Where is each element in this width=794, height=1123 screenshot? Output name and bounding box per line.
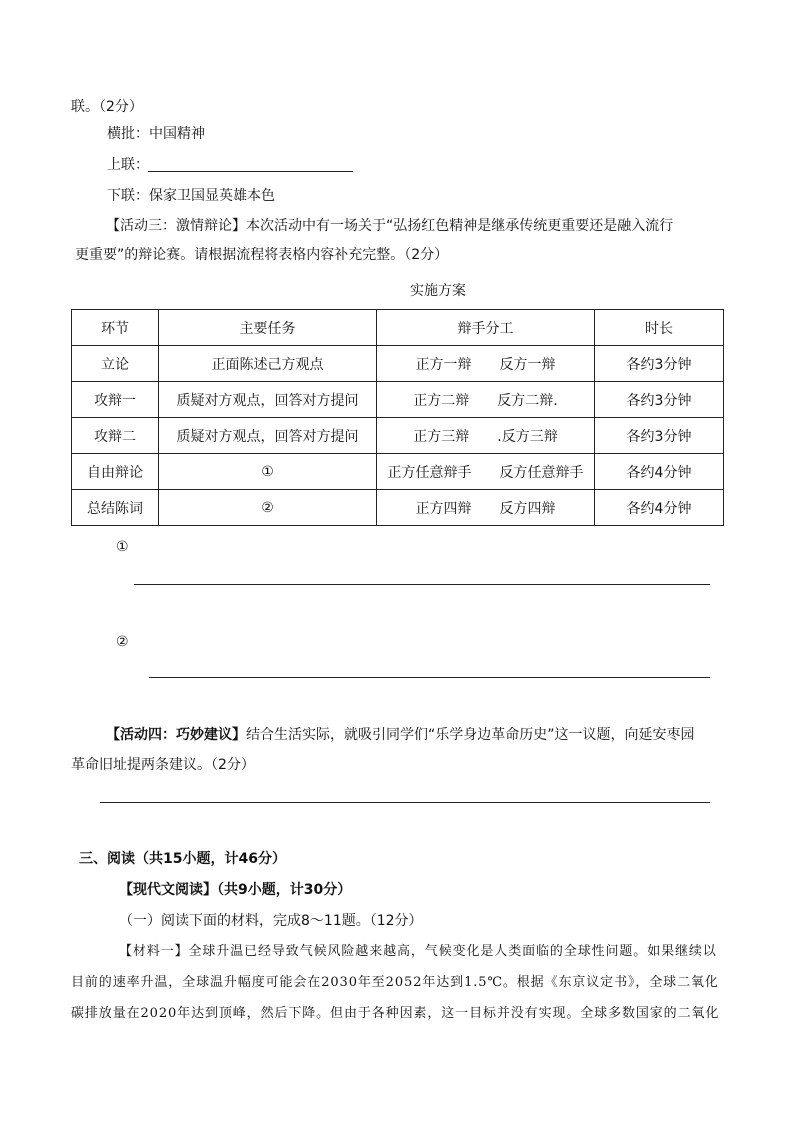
cell-con: 反方二辩. xyxy=(497,392,558,409)
modern-reading-heading: 【现代文阅读】（共9小题，计30分） xyxy=(119,882,352,898)
cell-task: ② xyxy=(159,490,377,526)
table-header-row xyxy=(72,310,724,346)
xialian-line: 下联：保家卫国显英雄本色 xyxy=(107,188,275,204)
shanglian-label: 上联： xyxy=(107,157,149,173)
hengpi-line: 横批：中国精神 xyxy=(107,126,205,142)
cell-stage: 立论 xyxy=(72,346,159,382)
cell-pro: 正方三辩 xyxy=(413,428,470,445)
cell-division xyxy=(377,454,595,490)
cell-con: .反方三辩 xyxy=(497,428,558,445)
activity3-line-1 xyxy=(106,216,673,236)
cell-time: 各约4分钟 xyxy=(595,490,724,526)
cell-stage: 攻辩一 xyxy=(72,382,159,418)
cell-con: 反方一辩 xyxy=(499,356,556,373)
cell-stage: 总结陈词 xyxy=(72,490,159,526)
plan-table xyxy=(71,309,724,526)
activity3-heading: 【活动三：激情辩论】 xyxy=(106,218,246,234)
cell-con: 反方任意辩手 xyxy=(499,464,584,481)
text-line-1: 联。（2分） xyxy=(71,99,143,115)
activity3-line-2: 更重要”的辩论赛。请根据流程将表格内容补充完整。（2分） xyxy=(75,247,449,263)
shanglian-answer-blank[interactable] xyxy=(148,171,353,172)
material-1-line-3: 碳排放量在2020年达到顶峰，然后下降。但由于各种因素，这一目标并没有实现。全球多数国家的二氧化 xyxy=(71,1006,720,1021)
header-time: 时长 xyxy=(595,310,724,346)
table-row xyxy=(72,382,724,418)
table-row xyxy=(72,454,724,490)
activity4-line-2: 革命旧址提两条建议。（2分） xyxy=(71,757,255,773)
table-row xyxy=(72,346,724,382)
cell-task: 质疑对方观点，回答对方提问 xyxy=(159,382,377,418)
answer-blank-3[interactable] xyxy=(100,802,710,803)
cell-time: 各约3分钟 xyxy=(595,346,724,382)
cell-stage: 自由辩论 xyxy=(72,454,159,490)
cell-task: ① xyxy=(159,454,377,490)
cell-task: 质疑对方观点，回答对方提问 xyxy=(159,418,377,454)
cell-pro: 正方二辩 xyxy=(413,392,470,409)
cell-division xyxy=(377,346,595,382)
cell-division xyxy=(377,490,595,526)
activity4-text: 结合生活实际，就吸引同学们“乐学身边革命历史”这一议题，向延安枣园 xyxy=(246,727,695,743)
header-task: 主要任务 xyxy=(159,310,377,346)
cell-pro: 正方任意辩手 xyxy=(387,464,472,481)
answer-label-2: ② xyxy=(116,634,129,650)
table-row xyxy=(72,418,724,454)
activity4-line-1 xyxy=(106,725,695,745)
section-3-title: 三、阅读（共15小题，计46分） xyxy=(79,851,286,867)
cell-time: 各约3分钟 xyxy=(595,382,724,418)
header-division: 辩手分工 xyxy=(377,310,595,346)
cell-time: 各约4分钟 xyxy=(595,454,724,490)
cell-time: 各约3分钟 xyxy=(595,418,724,454)
part-1-instruction: （一）阅读下面的材料，完成8～11题。（12分） xyxy=(119,913,423,929)
table-title: 实施方案 xyxy=(410,283,466,299)
cell-con: 反方四辩 xyxy=(499,500,556,517)
cell-pro: 正方四辩 xyxy=(415,500,472,517)
cell-division xyxy=(377,418,595,454)
cell-division xyxy=(377,382,595,418)
table-row xyxy=(72,490,724,526)
header-stage: 环节 xyxy=(72,310,159,346)
cell-task: 正面陈述己方观点 xyxy=(159,346,377,382)
answer-blank-2[interactable] xyxy=(149,677,710,678)
answer-label-1: ① xyxy=(116,539,129,555)
cell-pro: 正方一辩 xyxy=(415,356,472,373)
activity4-heading: 【活动四：巧妙建议】 xyxy=(106,727,246,743)
activity3-text: 本次活动中有一场关于“弘扬红色精神是继承传统更重要还是融入流行 xyxy=(246,218,674,234)
material-1-line-1: 【材料一】全球升温已经导致气候风险越来越高，气候变化是人类面临的全球性问题。如果继续以 xyxy=(119,944,717,959)
answer-blank-1[interactable] xyxy=(134,584,710,585)
cell-stage: 攻辩二 xyxy=(72,418,159,454)
material-1-line-2: 目前的速率升温，全球温升幅度可能会在2030年至2052年达到1.5℃。根据《东京议定书》，全球二氧化 xyxy=(71,975,719,990)
